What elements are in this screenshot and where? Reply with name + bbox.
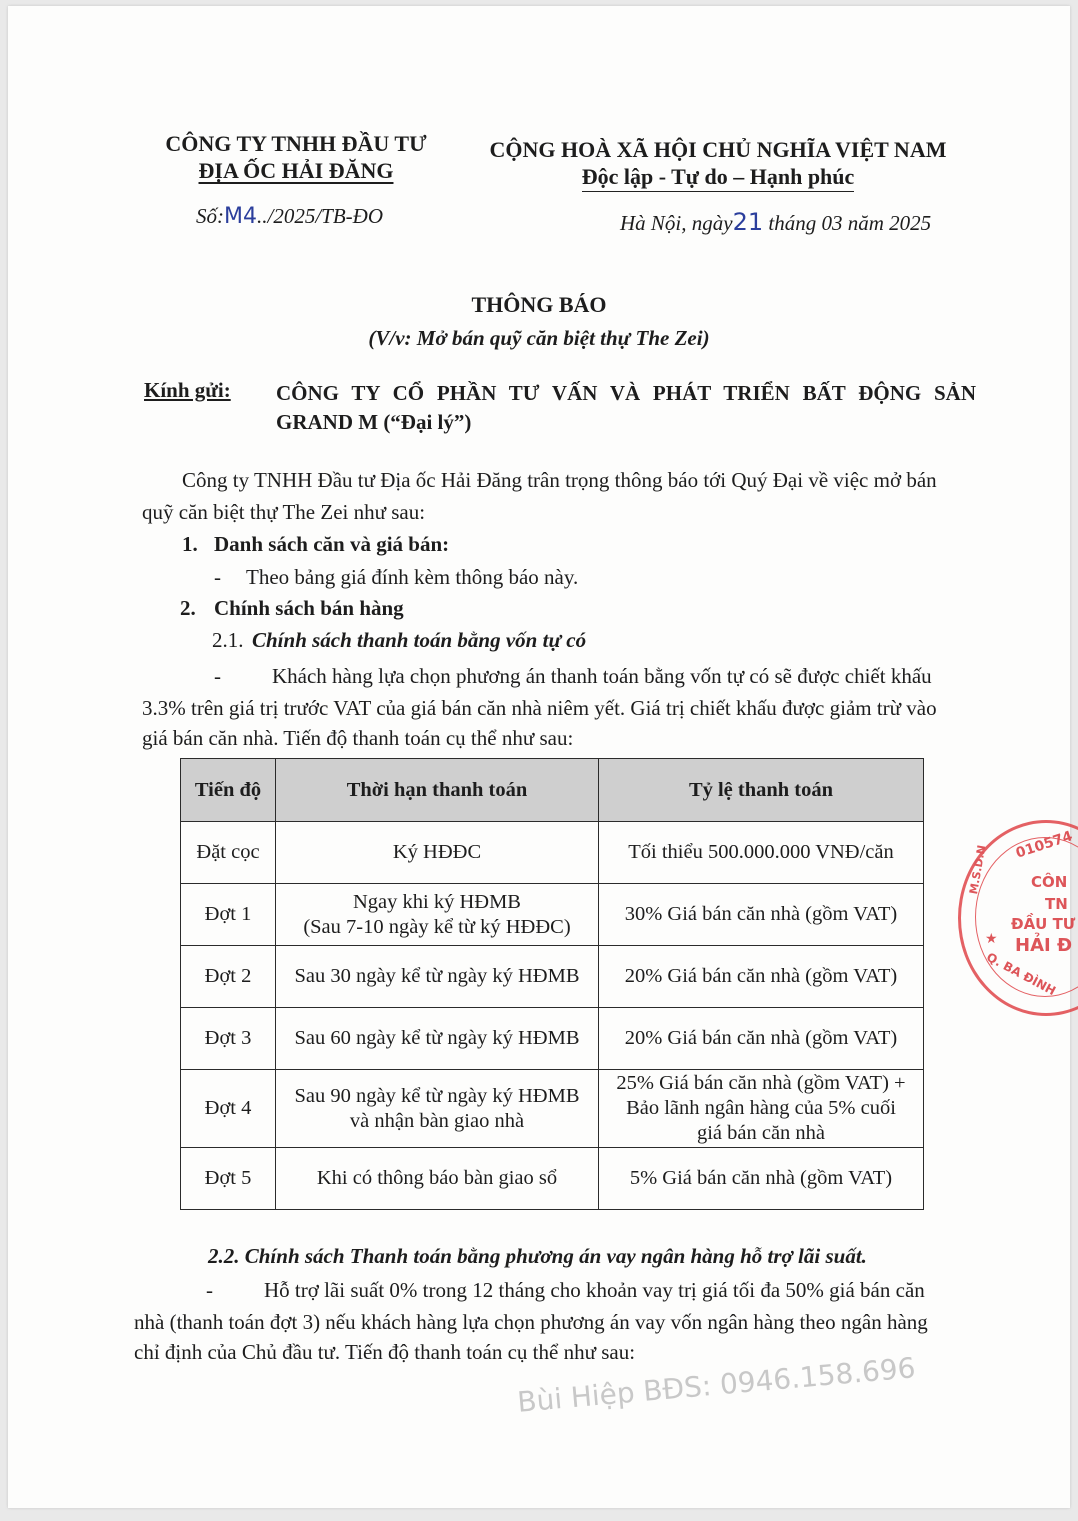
- section-2-title: Chính sách bán hàng: [214, 596, 404, 620]
- republic-title: CỘNG HOÀ XÃ HỘI CHỦ NGHĨA VIỆT NAM: [489, 137, 947, 162]
- para-2-1-line-2: 3.3% trên giá trị trước VAT của giá bán căn nhà niêm yết. Giá trị chiết khấu được giảm trừ vào: [142, 696, 937, 720]
- cell-stage: Đợt 4: [181, 1070, 276, 1148]
- table-row: [181, 1148, 924, 1210]
- company-name: [136, 130, 456, 184]
- cell-term: Ngay khi ký HĐMB (Sau 7-10 ngày kể từ ký HĐĐC): [276, 884, 599, 946]
- intro-line-1: Công ty TNHH Đầu tư Địa ốc Hải Đăng trân trọng thông báo tới Quý Đại về việc mở bán: [182, 468, 937, 492]
- section-1-item: Theo bảng giá đính kèm thông báo này.: [246, 565, 579, 589]
- cell-term: Sau 30 ngày kể từ ngày ký HĐMB: [276, 946, 599, 1008]
- header-term: Thời hạn thanh toán: [276, 759, 599, 822]
- handwritten-day: 21: [732, 208, 764, 236]
- cell-rate: 25% Giá bán căn nhà (gồm VAT) + Bảo lãnh ngân hàng của 5% cuối giá bán căn nhà: [599, 1070, 924, 1148]
- header-rate: Tỷ lệ thanh toán: [599, 759, 924, 822]
- watermark: Bùi Hiệp BĐS: 0946.158.696: [516, 1351, 917, 1419]
- company-line-2: ĐỊA ỐC HẢI ĐĂNG: [198, 158, 394, 183]
- table-header-row: [181, 759, 924, 822]
- cell-rate: 20% Giá bán căn nhà (gồm VAT): [599, 946, 924, 1008]
- document-title: THÔNG BÁO: [471, 292, 607, 317]
- stamp-star-icon: ★: [985, 931, 998, 947]
- stamp-code: 010574: [1013, 828, 1075, 862]
- section-2-1-title: Chính sách thanh toán bằng vốn tự có: [252, 628, 587, 652]
- cell-term: Sau 60 ngày kể từ ngày ký HĐMB: [276, 1008, 599, 1070]
- para-2-2-line-1: Hỗ trợ lãi suất 0% trong 12 tháng cho khoản vay trị giá tối đa 50% giá bán căn: [264, 1278, 925, 1302]
- stamp-bottom-arc: Q. BA ĐÌNH: [984, 949, 1058, 999]
- national-header: [478, 136, 958, 190]
- cell-stage: Đợt 5: [181, 1148, 276, 1210]
- document-page: [8, 6, 1073, 1508]
- stamp-line-2: TN: [1045, 895, 1068, 913]
- document-subtitle: (V/v: Mở bán quỹ căn biệt thự The Zei): [368, 326, 710, 350]
- section-1-dash: -: [214, 565, 221, 589]
- addressee-line-2: GRAND M (“Đại lý”): [276, 410, 472, 434]
- cell-stage: Đợt 1: [181, 884, 276, 946]
- section-1-number: 1.: [182, 532, 198, 556]
- table-row: [181, 1070, 924, 1148]
- cell-rate: Tối thiểu 500.000.000 VNĐ/căn: [599, 822, 924, 884]
- section-2-number: 2.: [180, 596, 196, 620]
- stamp-line-4: HẢI Đ: [1015, 935, 1073, 956]
- header-stage: Tiến độ: [181, 759, 276, 822]
- stamp-line-1: CÔN: [1031, 873, 1068, 891]
- cell-rate: 30% Giá bán căn nhà (gồm VAT): [599, 884, 924, 946]
- cell-stage: Đợt 2: [181, 946, 276, 1008]
- payment-schedule-table: [180, 758, 924, 1210]
- cell-stage: Đặt cọc: [181, 822, 276, 884]
- document-number: Số:M4../2025/TB-ĐO: [196, 204, 383, 229]
- para-2-2-dash: -: [206, 1278, 213, 1302]
- motto-line: Độc lập - Tự do – Hạnh phúc: [478, 163, 958, 190]
- intro-line-2: quỹ căn biệt thự The Zei như sau:: [142, 500, 426, 524]
- cell-rate: 5% Giá bán căn nhà (gồm VAT): [599, 1148, 924, 1210]
- handwritten-number: M4: [224, 204, 257, 229]
- table-row: [181, 1008, 924, 1070]
- document-date: Hà Nội, ngày21 tháng 03 năm 2025: [620, 208, 932, 236]
- section-2-2-title: 2.2. Chính sách Thanh toán bằng phương án vay ngân hàng hỗ trợ lãi suất.: [208, 1244, 867, 1268]
- para-2-2-line-3: chỉ định của Chủ đầu tư. Tiến độ thanh toán cụ thể như sau:: [134, 1340, 636, 1364]
- cell-term: Sau 90 ngày kể từ ngày ký HĐMB và nhận bàn giao nhà: [276, 1070, 599, 1148]
- para-2-1-line-3: giá bán căn nhà. Tiến độ thanh toán cụ thể như sau:: [142, 726, 574, 750]
- addressee-line-1: CÔNG TY CỔ PHẦN TƯ VẤN VÀ PHÁT TRIỂN BẤT ĐỘNG SẢN: [276, 381, 976, 405]
- company-line-1: CÔNG TY TNHH ĐẦU TƯ: [165, 131, 427, 156]
- table-row: [181, 946, 924, 1008]
- para-2-2-line-2: nhà (thanh toán đợt 3) nếu khách hàng lựa chọn phương án vay vốn ngân hàng theo ngân hàng: [134, 1310, 928, 1334]
- section-1-title: Danh sách căn và giá bán:: [214, 532, 450, 556]
- cell-term: Khi có thông báo bàn giao sổ: [276, 1148, 599, 1210]
- addressee-label: Kính gửi:: [144, 378, 231, 402]
- table-row: [181, 884, 924, 946]
- stamp-line-3: ĐẦU TƯ: [1011, 915, 1076, 933]
- cell-stage: Đợt 3: [181, 1008, 276, 1070]
- cell-term: Ký HĐĐC: [276, 822, 599, 884]
- cell-rate: 20% Giá bán căn nhà (gồm VAT): [599, 1008, 924, 1070]
- para-2-1-dash: -: [214, 664, 221, 688]
- table-row: [181, 822, 924, 884]
- stamp-left-arc: M.S.D.N: [967, 844, 989, 896]
- para-2-1-line-1: Khách hàng lựa chọn phương án thanh toán bằng vốn tự có sẽ được chiết khấu: [272, 664, 932, 688]
- section-2-1-number: 2.1.: [212, 628, 244, 652]
